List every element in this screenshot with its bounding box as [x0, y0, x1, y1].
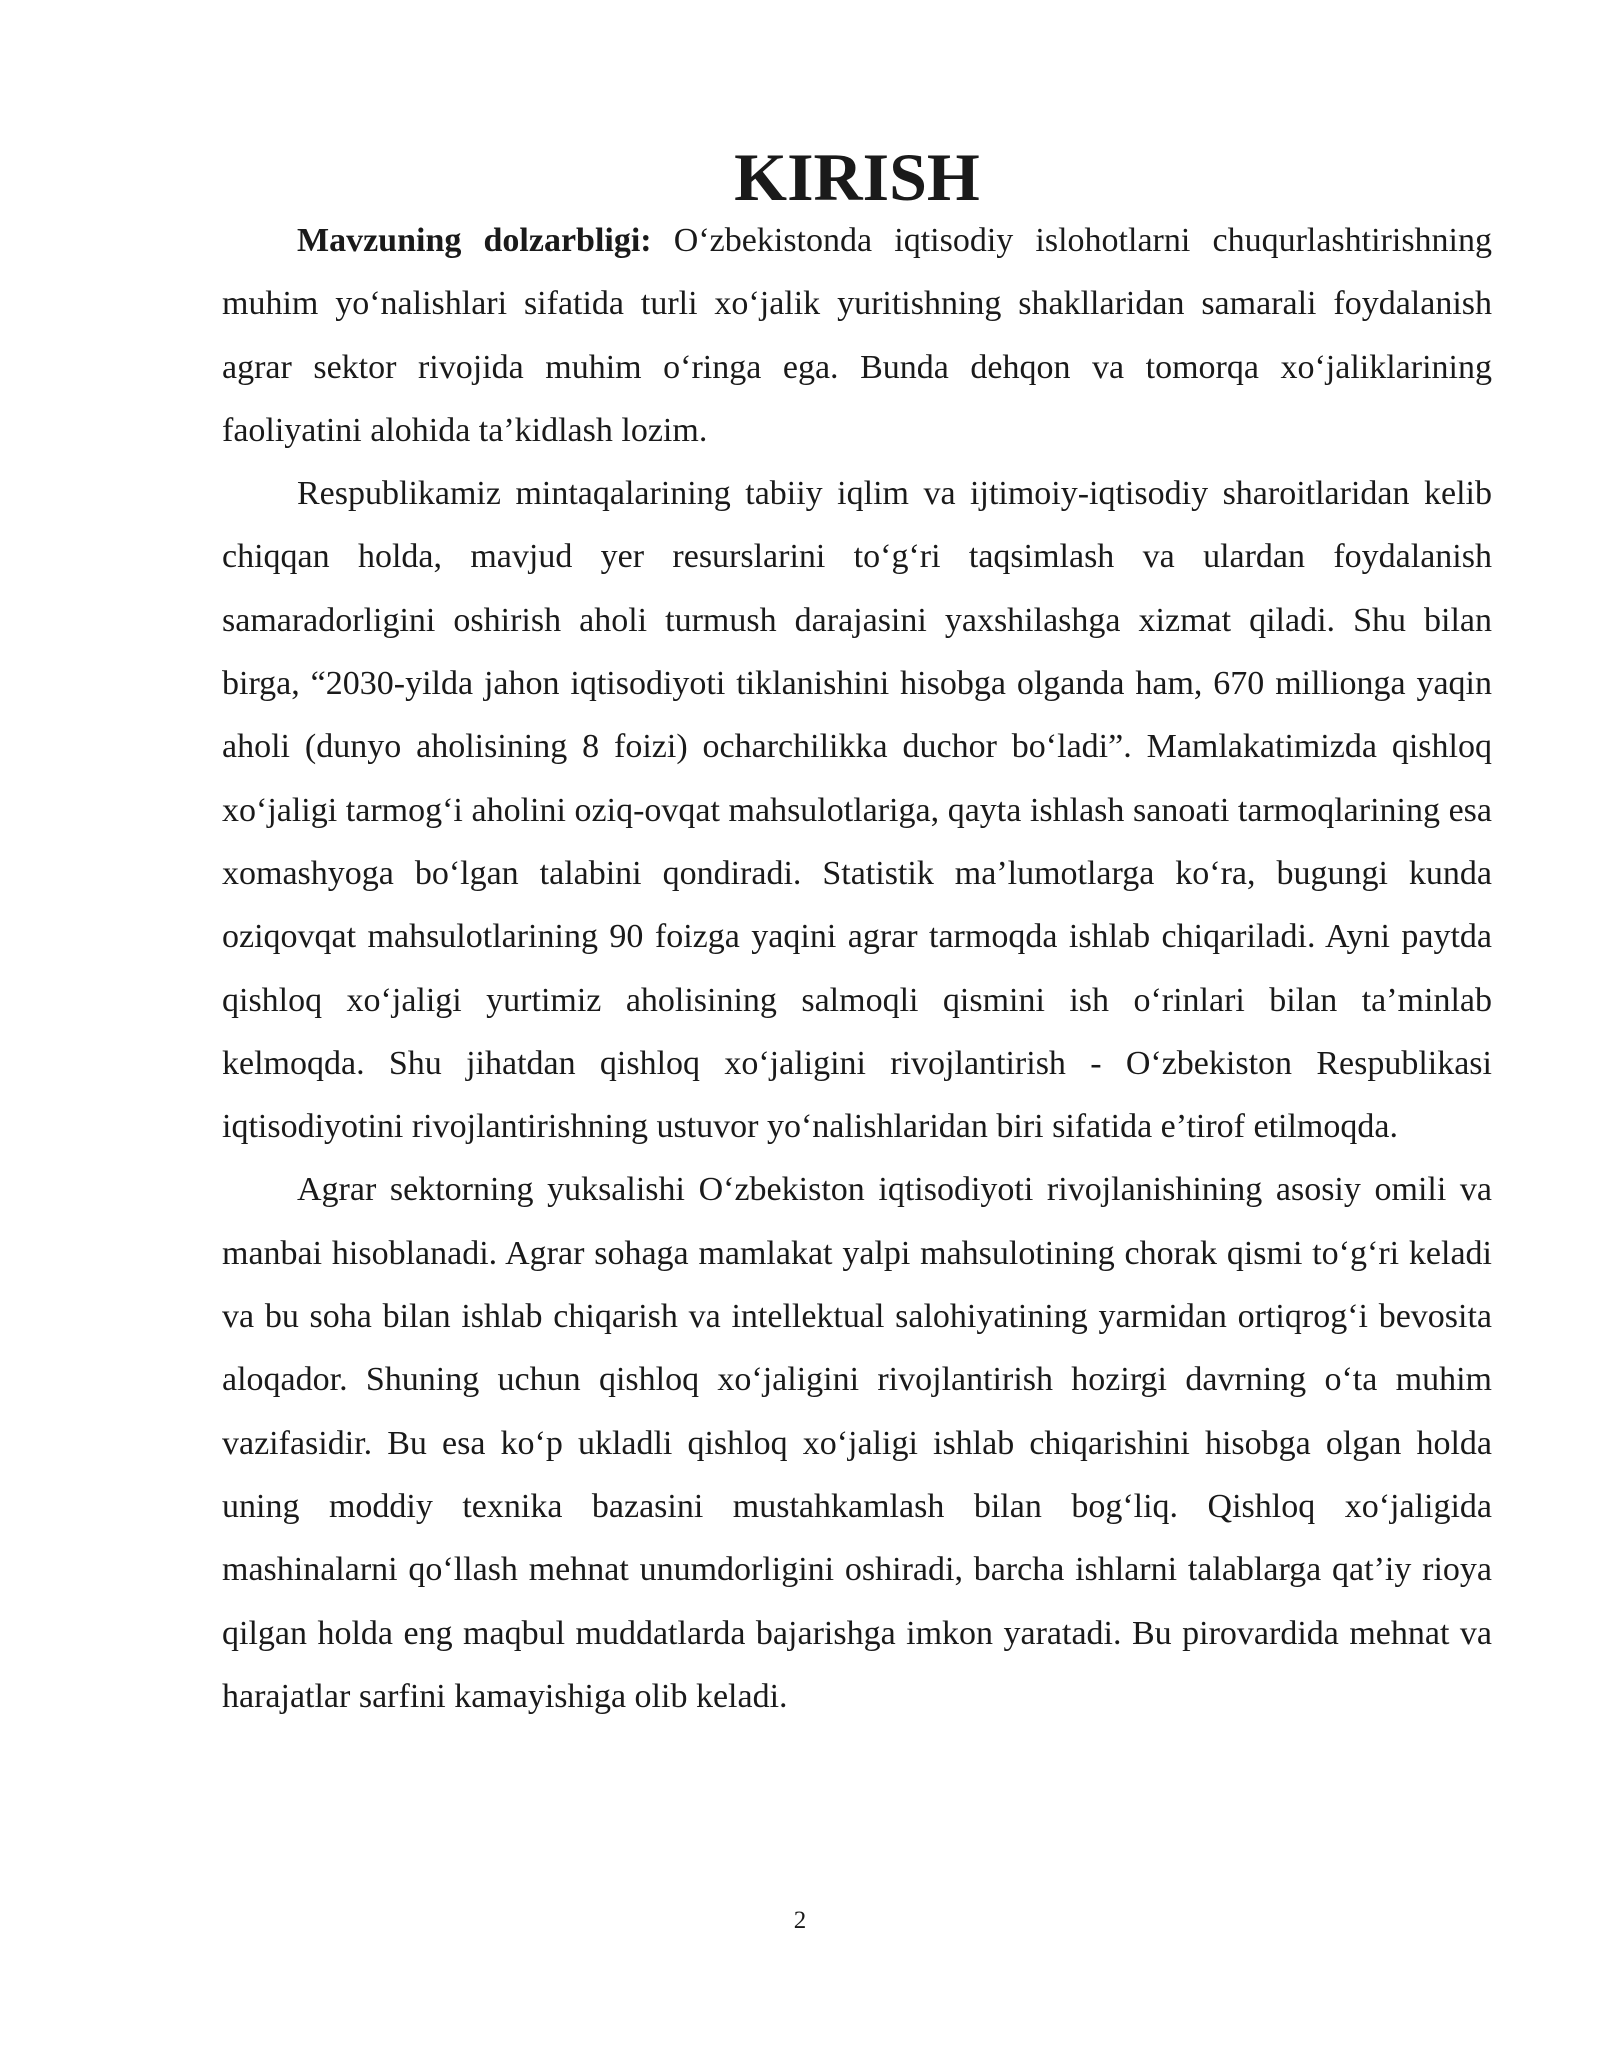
page-number: 2: [793, 1907, 807, 1934]
paragraph-text: O‘zbekistonda iqtisodiy islohotlarni chuqurlashtirishning muhim yo‘nalishlari sifatida turli xo‘jalik yuritishning shakllaridan samarali foydalanish agrar sektor rivojida muhim o‘ringa ega. Bunda dehqon va tomorqa xo‘jaliklarining faoliyatini alohida ta’kidlash lozim.: [222, 222, 1493, 449]
document-body: [222, 139, 1493, 1728]
paragraph-agrarian-sector: Agrar sektorning yuksalishi O‘zbekiston iqtisodiyoti rivojlanishining asosiy omili va manbai hisoblanadi. Agrar sohaga mamlakat yalpi mahsulotining chorak qismi to‘g‘ri keladi va bu soha bilan ishlab chiqarish va intellektual salohiyatining yarmidan ortiqrog‘i bevosita aloqador. Shuning uchun qishloq xo‘jaligini rivojlantirish hozirgi davrning o‘ta muhim vazifasidir. Bu esa ko‘p ukladli qishloq xo‘jaligi ishlab chiqarishini hisobga olgan holda uning moddiy texnika bazasini mustahkamlash bilan bog‘liq. Qishloq xo‘jaligida mashinalarni qo‘llash mehnat unumdorligini oshiradi, barcha ishlarni talablarga qat’iy rioya qilgan holda eng maqbul muddatlarda bajarishga imkon yaratadi. Bu pirovardida mehnat va harajatlar sarfini kamayishiga olib keladi.: [222, 1171, 1492, 1715]
paragraph-lead: Mavzuning dolzarbligi:: [297, 222, 652, 259]
paragraph-regions: Respublikamiz mintaqalarining tabiiy iqlim va ijtimoiy-iqtisodiy sharoitlaridan kelib chiqqan holda, mavjud yer resurslarini to‘g‘ri taqsimlash va ulardan foydalanish samaradorligini oshirish aholi turmush darajasini yaxshilashga xizmat qiladi. Shu bilan birga, “2030-yilda jahon iqtisodiyoti tiklanishini hisobga olganda ham, 670 millionga yaqin aholi (dunyo aholisining 8 foizi) ocharchilikka duchor bo‘ladi”. Mamlakatimizda qishloq xo‘jaligi tarmog‘i aholini oziq-ovqat mahsulotlariga, qayta ishlash sanoati tarmoqlarining esa xomashyoga bo‘lgan talabini qondiradi. Statistik ma’lumotlarga ko‘ra, bugungi kunda oziqovqat mahsulotlarining 90 foizga yaqini agrar tarmoqda ishlab chiqariladi. Ayni paytda qishloq xo‘jaligi yurtimiz aholisining salmoqli qismini ish o‘rinlari bilan ta’minlab kelmoqda. Shu jihatdan qishloq xo‘jaligini rivojlantirish - O‘zbekiston Respublikasi iqtisodiyotini rivojlantirishning ustuvor yo‘nalishlaridan biri sifatida e’tirof etilmoqda.: [222, 475, 1492, 1146]
paragraph-relevance: [222, 209, 1492, 462]
page-title: KIRISH: [734, 139, 980, 215]
